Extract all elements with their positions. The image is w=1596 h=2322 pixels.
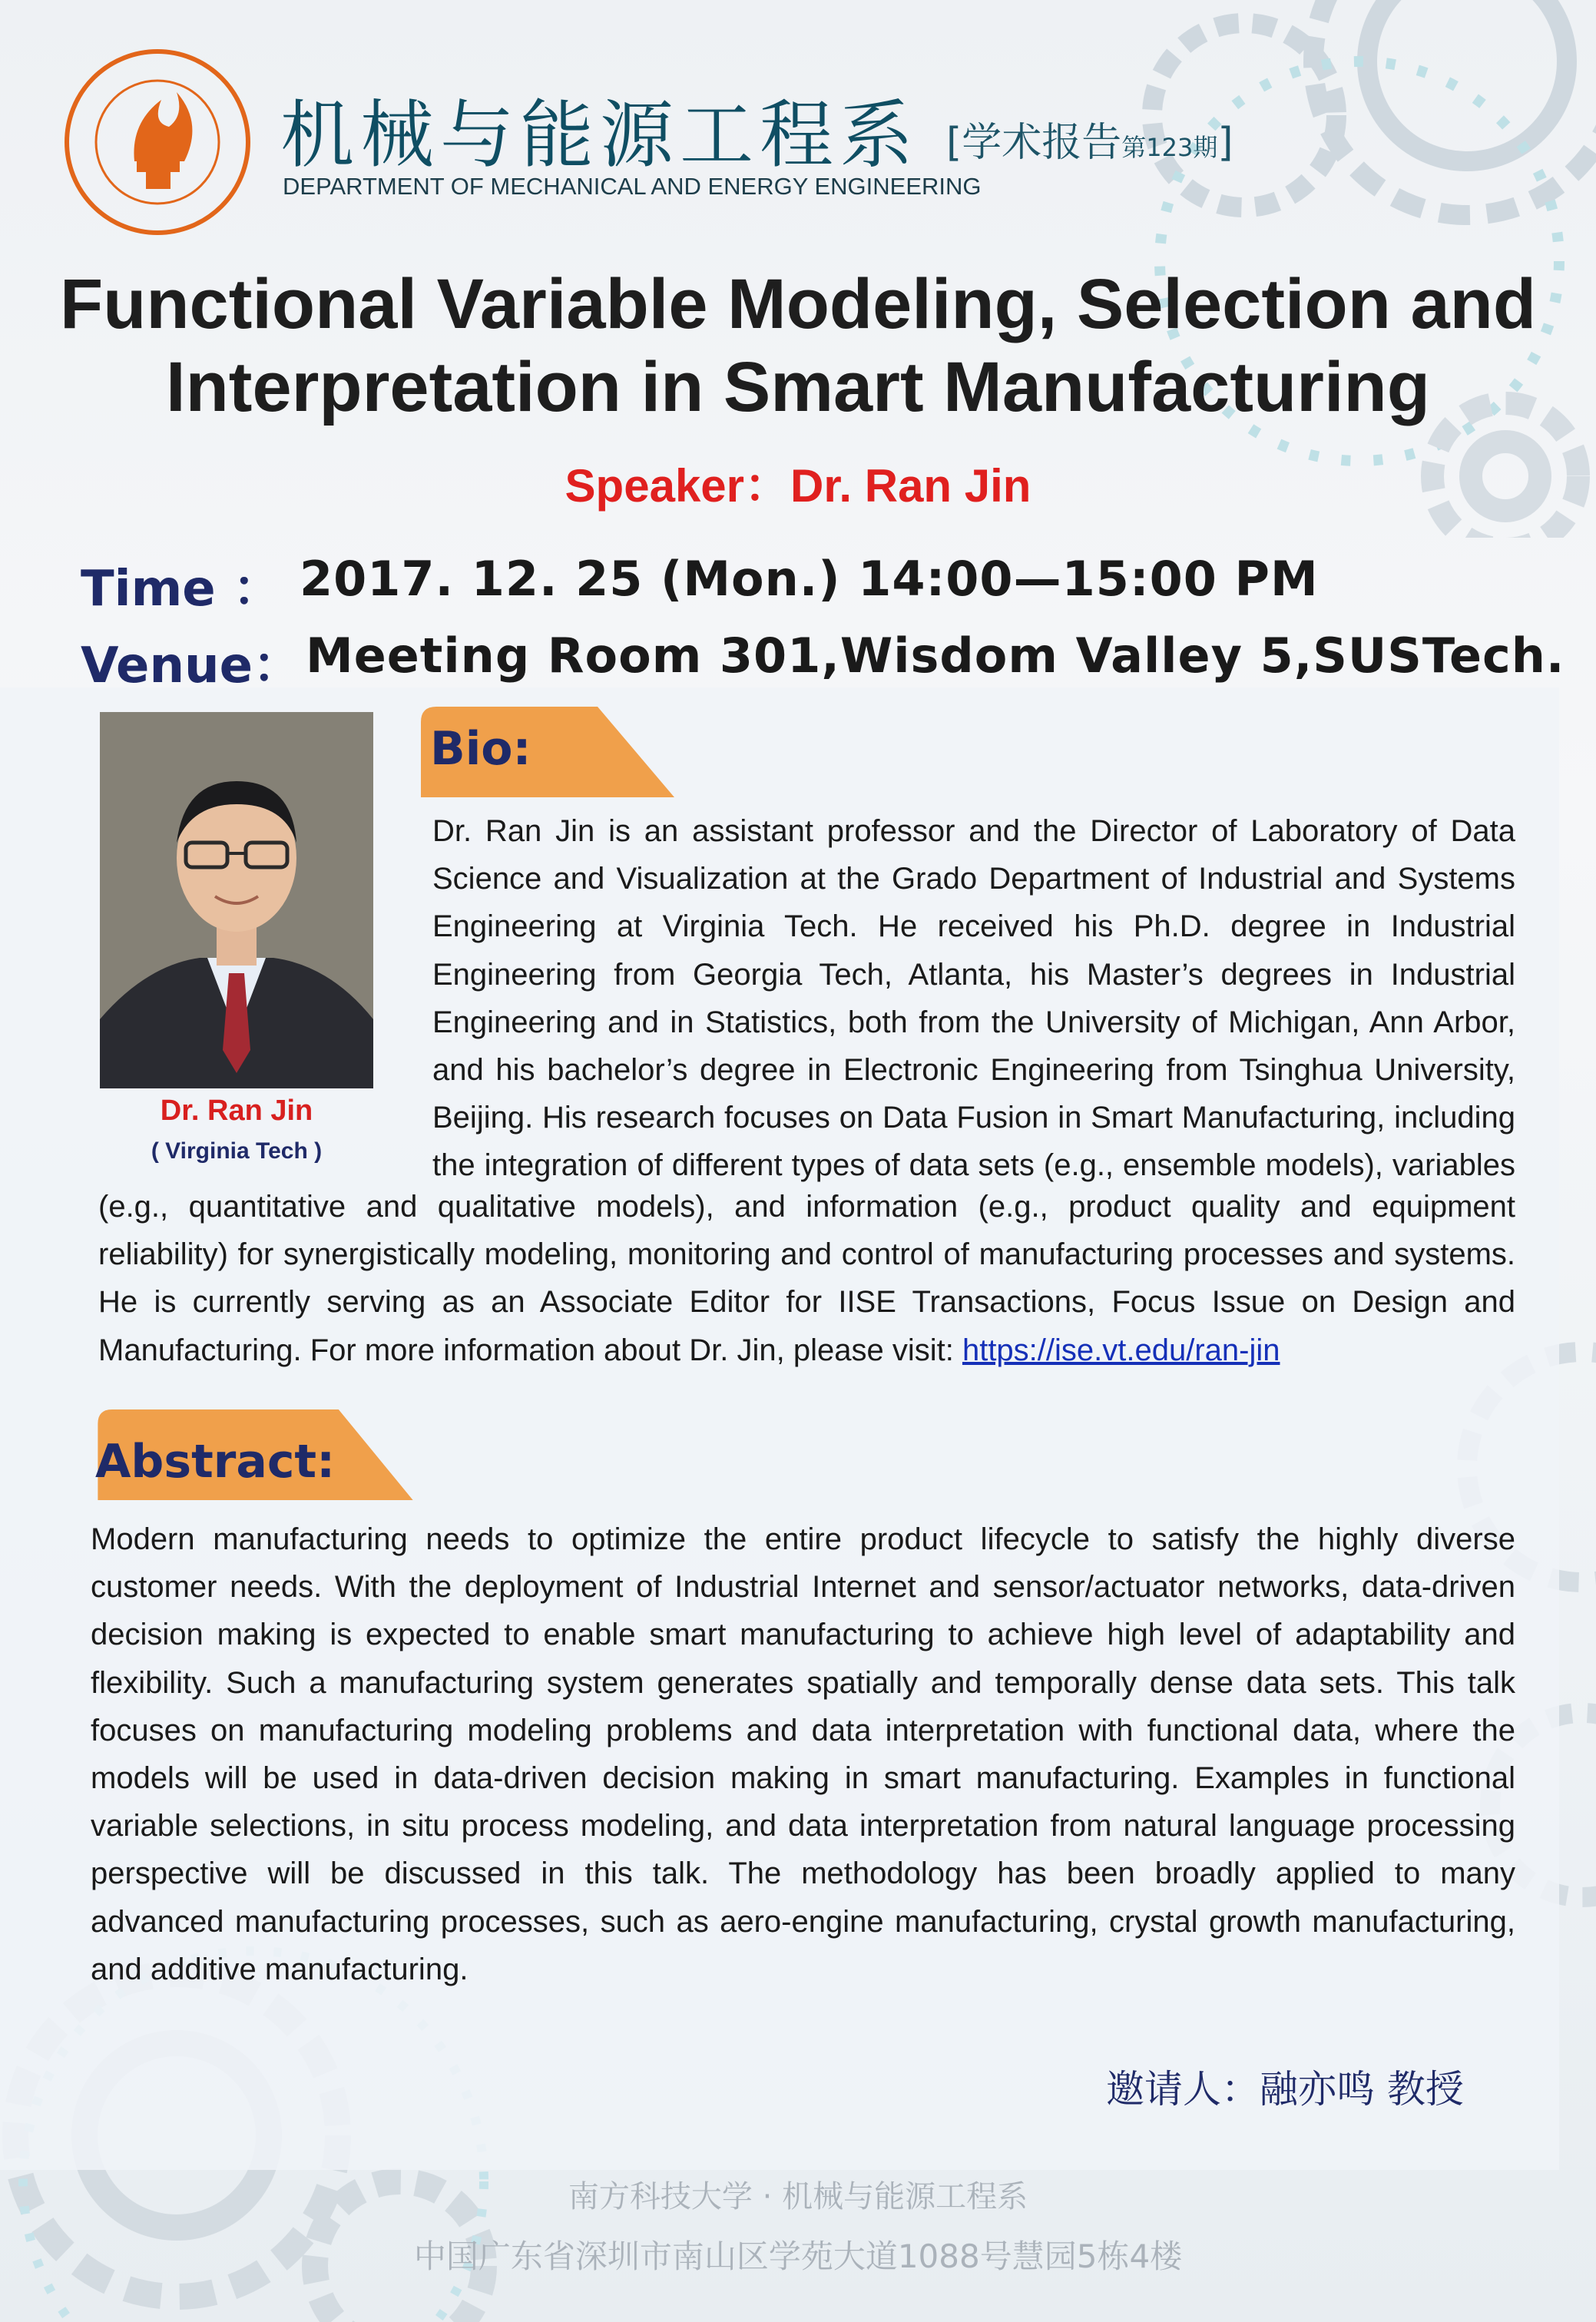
abstract-line: Modern manufacturing needs to optimize the entire product lifecycle to satisfy the highly diverse bbox=[91, 1522, 1515, 1556]
bio-line: He is currently serving as an Associate Editor for IISE Transactions, Focus Issue on Design and bbox=[98, 1285, 1515, 1320]
bio-line: Dr. Ran Jin is an assistant professor and the Director of Laboratory of Data bbox=[432, 814, 1515, 848]
lecture-series-label bbox=[946, 110, 1233, 167]
speaker-line: Speaker：Dr. Ran Jin bbox=[565, 460, 1031, 512]
abstract-line: perspective will be discussed in this talk. The methodology has been broadly applied to many bbox=[91, 1857, 1515, 1891]
footer-organization: 南方科技大学 · 机械与能源工程系 bbox=[568, 2179, 1028, 2214]
bio-heading: Bio: bbox=[430, 722, 531, 776]
abstract-line: focuses on manufacturing modeling problems and data interpretation with functional data, where the bbox=[91, 1713, 1515, 1747]
speaker-photo bbox=[100, 712, 373, 1088]
bio-last-line bbox=[98, 1327, 1515, 1374]
footer-address: 中国广东省深圳市南山区学苑大道1088号慧园5栋4楼 bbox=[413, 2238, 1183, 2275]
university-logo bbox=[61, 46, 253, 238]
speaker-affiliation: ( Virginia Tech ) bbox=[151, 1138, 323, 1164]
lecture-series-main: [学术报告 bbox=[946, 120, 1122, 166]
abstract-line: advanced manufacturing processes, such as aero-engine manufacturing, crystal growth manufacturing, bbox=[91, 1904, 1515, 1939]
venue-label: Venue： bbox=[81, 638, 302, 694]
abstract-last-line: and additive manufacturing. bbox=[91, 1952, 469, 1986]
bio-line: the integration of different types of data sets (e.g., ensemble models), variables bbox=[432, 1148, 1515, 1183]
talk-title-line-2: Interpretation in Smart Manufacturing bbox=[166, 348, 1430, 426]
bio-line: (e.g., quantitative and qualitative models), and information (e.g., product quality and equipment bbox=[98, 1190, 1515, 1224]
bio-line: Science and Visualization at the Grado Department of Industrial and Systems bbox=[432, 862, 1515, 896]
talk-title-line-1: Functional Variable Modeling, Selection and bbox=[59, 265, 1537, 343]
abstract-line: variable selections, in situ process modeling, and data interpretation from natural language processing bbox=[91, 1809, 1515, 1843]
abstract-heading: Abstract: bbox=[95, 1435, 336, 1489]
time-value: 2017. 12. 25 (Mon.) 14:00—15:00 PM bbox=[300, 551, 1319, 607]
department-chinese-title: 机械与能源工程系 bbox=[280, 92, 919, 178]
venue-value: Meeting Room 301,Wisdom Valley 5,SUSTech. bbox=[306, 628, 1565, 684]
abstract-paragraph bbox=[91, 1515, 1515, 1993]
abstract-line: decision making is expected to enable smart manufacturing to achieve high level of adaptability and bbox=[91, 1618, 1515, 1652]
department-english-title: DEPARTMENT OF MECHANICAL AND ENERGY ENGINEERING bbox=[283, 173, 982, 200]
lecture-issue-number: 第123期 bbox=[1121, 133, 1218, 162]
bio-line: Engineering from Georgia Tech, Atlanta, his Master’s degrees in Industrial bbox=[432, 957, 1515, 992]
speaker-name: Dr. Ran Jin bbox=[160, 1095, 313, 1127]
abstract-line: models will be used in data-driven decision making in smart manufacturing. Examples in functional bbox=[91, 1761, 1515, 1796]
bio-line: Beijing. His research focuses on Data Fusion in Smart Manufacturing, including bbox=[432, 1101, 1515, 1135]
bio-line: Engineering at Virginia Tech. He received his Ph.D. degree in Industrial bbox=[432, 909, 1515, 944]
abstract-line: customer needs. With the deployment of Industrial Internet and sensor/actuator networks, data-driven bbox=[91, 1570, 1515, 1605]
bio-line: reliability) for synergistically modeling, monitoring and control of manufacturing processes and systems. bbox=[98, 1237, 1515, 1272]
talk-title bbox=[0, 263, 1596, 429]
abstract-line: flexibility. Such a manufacturing system generates spatially and temporally dense data sets. This talk bbox=[91, 1665, 1515, 1700]
lecture-series-close: ] bbox=[1217, 120, 1233, 166]
bio-line: and his bachelor’s degree in Electronic Engineering from Tsinghua University, bbox=[432, 1053, 1515, 1088]
bio-profile-link[interactable]: https://ise.vt.edu/ran-jin bbox=[962, 1333, 1280, 1367]
time-label: Time ： bbox=[81, 561, 282, 618]
bio-line: Engineering and in Statistics, both from the University of Michigan, Ann Arbor, bbox=[432, 1005, 1515, 1039]
bio-paragraph-narrow bbox=[432, 807, 1515, 1190]
inviter: 邀请人：融亦鸣 教授 bbox=[1106, 2067, 1464, 2112]
bio-paragraph-wide bbox=[98, 1183, 1515, 1374]
bio-last-line-text: Manufacturing. For more information about Dr. Jin, please visit: bbox=[98, 1333, 962, 1367]
